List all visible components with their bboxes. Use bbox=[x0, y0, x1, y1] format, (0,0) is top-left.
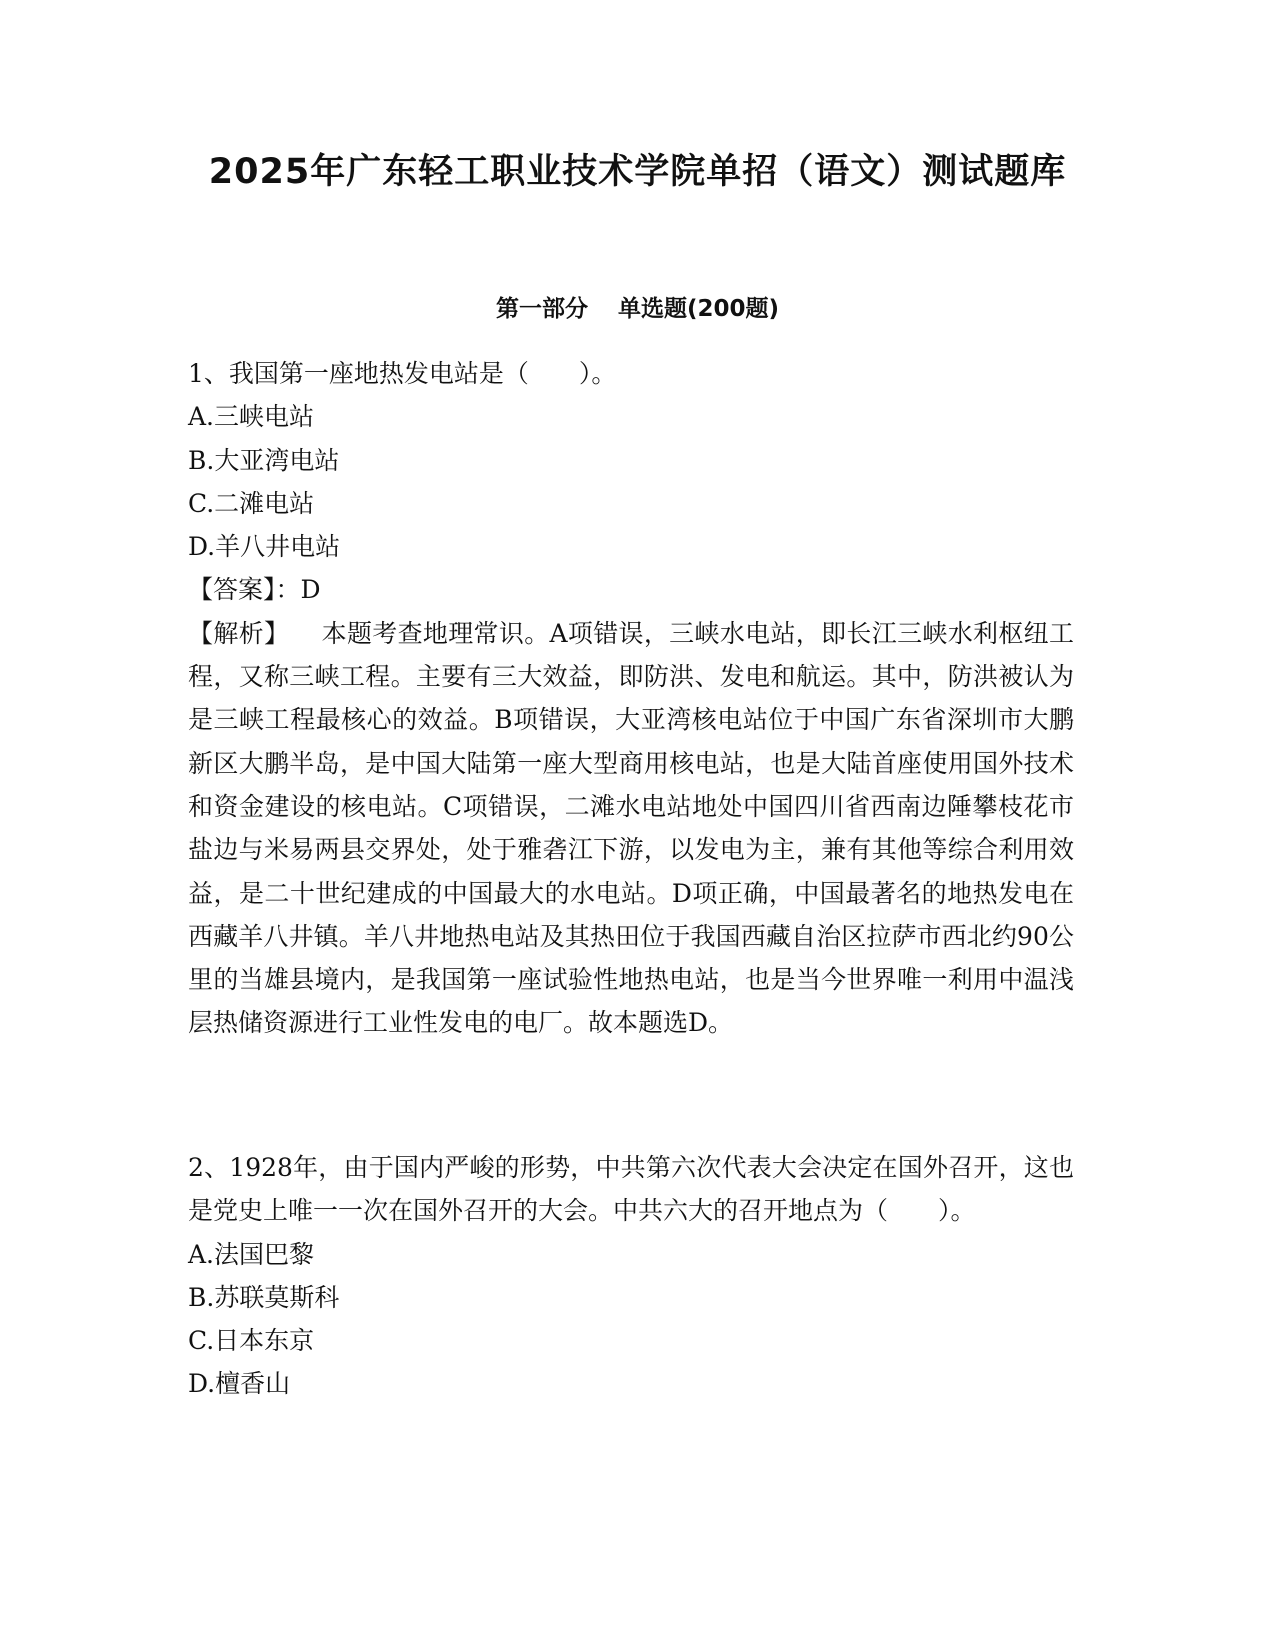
answer-label: 【答案】： bbox=[188, 575, 301, 605]
option-a: A.三峡电站 bbox=[188, 402, 315, 432]
option-c: C.日本东京 bbox=[188, 1326, 315, 1356]
question-1 bbox=[188, 352, 1088, 1045]
option-b: B.大亚湾电站 bbox=[188, 445, 340, 475]
question-stem: 2、1928年，由于国内严峻的形势，中共第六次代表大会决定在国外召开，这也是党史上唯一一次在国外召开的大会。中共六大的召开地点为（ ）。 bbox=[188, 1153, 1074, 1226]
question-2 bbox=[188, 1146, 1088, 1406]
option-a: A.法国巴黎 bbox=[188, 1239, 315, 1269]
analysis-paragraph bbox=[188, 612, 1074, 1045]
answer-value: D bbox=[300, 575, 321, 605]
section-name: 单选题(200题) bbox=[617, 296, 780, 322]
document-title: 2025年广东轻工职业技术学院单招（语文）测试题库 bbox=[208, 152, 1067, 192]
question-stem: 1、我国第一座地热发电站是（ ）。 bbox=[188, 359, 617, 388]
option-b: B.苏联莫斯科 bbox=[188, 1282, 340, 1312]
option-d: D.檀香山 bbox=[188, 1369, 291, 1399]
section-heading bbox=[0, 292, 1275, 326]
analysis-label: 【解析】 bbox=[188, 618, 290, 648]
option-c: C.二滩电站 bbox=[188, 488, 315, 518]
option-d: D.羊八井电站 bbox=[188, 532, 341, 562]
section-part: 第一部分 bbox=[495, 296, 588, 322]
answer-line bbox=[188, 568, 1088, 611]
analysis-text: 本题考查地理常识。A项错误，三峡水电站，即长江三峡水利枢纽工程，又称三峡工程。主要有三大效益，即防洪、发电和航运。其中，防洪被认为是三峡工程最核心的效益。B项错误，大亚湾核电站位于中国广东省深圳市大鹏新区大鹏半岛，是中国大陆第一座大型商用核电站，也是大陆首座使用国外技术和资金建设的核电站。C项错误，二滩水电站地处中国四川省西南边陲攀枝花市盐边与米易两县交界处，处于雅砻江下游，以发电为主，兼有其他等综合利用效益，是二十世纪建成的中国最大的水电站。D项正确，中国最著名的地热发电在西藏羊八井镇。羊八井地热电站及其热田位于我国西藏自治区拉萨市西北约90公里的当雄县境内，是我国第一座试验性地热电站，也是当今世界唯一利用中温浅层热储资源进行工业性发电的电厂。故本题选D。 bbox=[188, 618, 1074, 1038]
